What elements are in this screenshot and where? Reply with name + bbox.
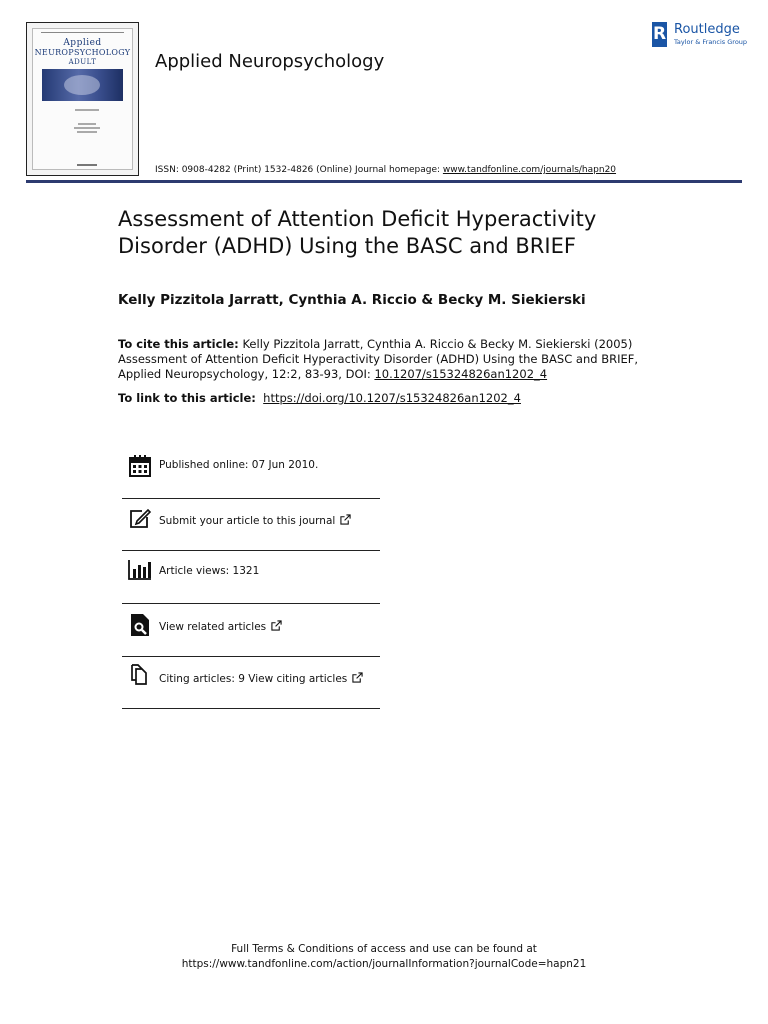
article-title: Assessment of Attention Deficit Hyperactivity Disorder (ADHD) Using the BASC and BRIEF <box>118 207 597 258</box>
cover-fine-print <box>74 127 100 129</box>
routledge-logo <box>652 22 748 48</box>
footer-terms <box>0 942 768 972</box>
cover-fine-print <box>78 123 96 125</box>
issn-line <box>155 165 616 175</box>
edit-icon <box>128 506 152 530</box>
header-rule <box>26 180 742 183</box>
calendar-icon <box>128 454 152 478</box>
external-link-icon <box>340 514 351 525</box>
journal-cover-image <box>26 22 139 176</box>
article-authors: Kelly Pizzitola Jarratt, Cynthia A. Riccio & Becky M. Siekierski <box>118 292 586 308</box>
submit-row[interactable] <box>122 499 380 551</box>
citing-documents-icon <box>128 664 152 688</box>
cover-frame <box>32 28 133 170</box>
cover-fine-print <box>77 131 97 133</box>
cite-doi-link[interactable]: 10.1207/s15324826an1202_4 <box>374 367 548 381</box>
external-link-icon <box>352 672 363 683</box>
routledge-r-icon: R <box>652 22 667 47</box>
cover-title-line3: ADULT <box>68 58 97 66</box>
cover-brain-image <box>42 69 123 101</box>
citation-block <box>118 337 658 382</box>
journal-homepage-link[interactable]: www.tandfonline.com/journals/hapn20 <box>442 165 617 175</box>
cover-title-line1: Applied <box>63 38 102 48</box>
views-row <box>122 552 380 604</box>
cover-publisher-mark <box>77 164 97 166</box>
journal-name: Applied Neuropsychology <box>155 51 385 72</box>
row-divider <box>122 708 380 709</box>
row-divider <box>122 603 380 604</box>
link-to-article <box>118 391 521 405</box>
cover-title-line2: NEUROPSYCHOLOGY <box>34 48 131 57</box>
logo-publisher-name: Routledge <box>674 22 740 37</box>
related-articles-link[interactable]: View related articles <box>159 620 282 633</box>
article-views: Article views: 1321 <box>159 565 260 577</box>
external-link-icon <box>271 620 282 631</box>
citing-articles-link[interactable]: Citing articles: 9 View citing articles <box>159 672 363 685</box>
related-row[interactable] <box>122 605 380 657</box>
footer-line1: Full Terms & Conditions of access and use can be found at <box>231 943 537 955</box>
cite-label: To cite this article: <box>118 337 239 351</box>
citing-row[interactable] <box>122 657 380 709</box>
logo-publisher-group: Taylor & Francis Group <box>674 38 748 46</box>
doi-link[interactable]: https://doi.org/10.1207/s15324826an1202_4 <box>263 391 521 405</box>
document-search-icon <box>128 613 152 637</box>
link-label: To link to this article: <box>118 391 256 405</box>
row-divider <box>122 550 380 551</box>
issn-text: ISSN: 0908-4282 (Print) 1532-4826 (Online) Journal homepage: <box>155 165 443 175</box>
submit-article-link[interactable]: Submit your article to this journal <box>159 514 351 527</box>
footer-terms-link[interactable]: https://www.tandfonline.com/action/journalInformation?journalCode=hapn21 <box>181 958 587 970</box>
published-row <box>122 447 380 499</box>
published-date: Published online: 07 Jun 2010. <box>159 459 319 471</box>
cover-top-rule <box>41 32 124 33</box>
bar-chart-icon <box>128 558 152 582</box>
cover-fine-print <box>75 109 99 111</box>
cite-text: Kelly Pizzitola Jarratt, Cynthia A. Riccio & Becky M. Siekierski (2005) Assessment of Attention Deficit Hyperactivity Disorder (ADHD) Using the BASC and BRIEF, Applied Neuropsychology, 12:2, 83-93, DOI: <box>118 337 638 381</box>
